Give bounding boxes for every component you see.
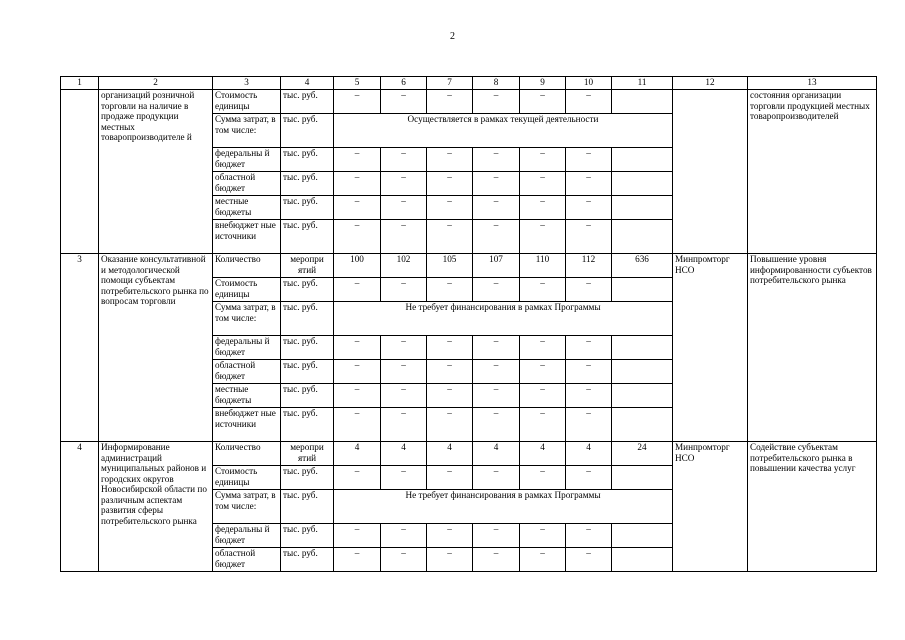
responsible-executor: Минпромторг НСО — [673, 442, 748, 572]
total-value — [612, 408, 673, 442]
year-value: – — [520, 336, 566, 360]
year-value: – — [473, 466, 520, 490]
budget-source-label: областной бюджет — [213, 360, 281, 384]
year-value: – — [473, 336, 520, 360]
column-number-2: 2 — [99, 77, 213, 90]
year-value: – — [427, 384, 473, 408]
activity-number: 3 — [61, 254, 99, 442]
year-value: 4 — [427, 442, 473, 466]
column-number-12: 12 — [673, 77, 748, 90]
year-value: – — [566, 196, 612, 220]
year-value: – — [473, 196, 520, 220]
year-value: – — [381, 196, 427, 220]
year-value: – — [427, 220, 473, 254]
column-number-8: 8 — [473, 77, 520, 90]
year-value: – — [473, 524, 520, 548]
column-number-3: 3 — [213, 77, 281, 90]
total-value — [612, 148, 673, 172]
page-number: 2 — [450, 31, 455, 42]
activity-name: Информирование администраций муниципальных районов и городских округов Новосибирской области по различным аспектам развития сферы потребительского рынка — [99, 442, 213, 572]
year-value: – — [381, 384, 427, 408]
budget-source-label: местные бюджеты — [213, 384, 281, 408]
year-value: – — [520, 360, 566, 384]
indicator-unit: тыс. руб. — [281, 172, 334, 196]
total-value — [612, 278, 673, 302]
budget-source-label: областной бюджет — [213, 548, 281, 572]
indicator-label: Стоимость единицы — [213, 90, 281, 114]
year-value: – — [473, 90, 520, 114]
header-row — [61, 77, 877, 90]
column-number-9: 9 — [520, 77, 566, 90]
total-value — [612, 336, 673, 360]
year-value: – — [473, 408, 520, 442]
program-activities-table — [60, 76, 877, 572]
indicator-unit: тыс. руб. — [281, 148, 334, 172]
year-value: – — [520, 278, 566, 302]
year-value: 4 — [334, 442, 381, 466]
year-value: – — [520, 548, 566, 572]
budget-source-label: федеральны й бюджет — [213, 148, 281, 172]
indicator-unit: тыс. руб. — [281, 548, 334, 572]
year-value: – — [427, 278, 473, 302]
activity-name: организаций розничной торговли на наличие в продаже продукции местных товаропроизводителе й — [99, 90, 213, 254]
year-value: – — [566, 384, 612, 408]
total-value — [612, 172, 673, 196]
expected-result: состояния организации торговли продукцией местных товаропроизводителей — [748, 90, 877, 254]
year-value: – — [427, 172, 473, 196]
indicator-unit: меропри ятий — [281, 254, 334, 278]
indicator-unit: тыс. руб. — [281, 524, 334, 548]
year-value: – — [520, 148, 566, 172]
year-value: – — [473, 278, 520, 302]
year-value: – — [334, 408, 381, 442]
total-value — [612, 466, 673, 490]
table-row — [61, 442, 877, 466]
year-value: – — [334, 384, 381, 408]
year-value: – — [427, 524, 473, 548]
indicator-label: Сумма затрат, в том числе: — [213, 490, 281, 524]
column-number-5: 5 — [334, 77, 381, 90]
year-value: – — [334, 278, 381, 302]
year-value: – — [520, 220, 566, 254]
indicator-label: Количество — [213, 254, 281, 278]
year-value: 112 — [566, 254, 612, 278]
total-value — [612, 196, 673, 220]
year-value: 4 — [381, 442, 427, 466]
year-value: – — [473, 148, 520, 172]
year-value: 4 — [473, 442, 520, 466]
total-value — [612, 384, 673, 408]
year-value: – — [334, 148, 381, 172]
budget-source-label: федеральны й бюджет — [213, 524, 281, 548]
activity-name: Оказание консультативной и методологической помощи субъектам потребительского рынка по вопросам торговли — [99, 254, 213, 442]
total-value — [612, 90, 673, 114]
indicator-unit: тыс. руб. — [281, 384, 334, 408]
year-value: – — [566, 466, 612, 490]
column-number-7: 7 — [427, 77, 473, 90]
indicator-label: Сумма затрат, в том числе: — [213, 302, 281, 336]
column-number-13: 13 — [748, 77, 877, 90]
activity-number: 4 — [61, 442, 99, 572]
year-value: – — [473, 360, 520, 384]
year-value: – — [473, 384, 520, 408]
indicator-label: Стоимость единицы — [213, 466, 281, 490]
table-row — [61, 90, 877, 114]
year-value: – — [473, 172, 520, 196]
year-value: – — [566, 548, 612, 572]
total-value: 24 — [612, 442, 673, 466]
year-value: – — [334, 548, 381, 572]
year-value: – — [381, 220, 427, 254]
year-value: – — [427, 148, 473, 172]
year-value: – — [520, 524, 566, 548]
year-value: 102 — [381, 254, 427, 278]
indicator-label: Количество — [213, 442, 281, 466]
year-value: – — [566, 172, 612, 196]
year-value: – — [520, 196, 566, 220]
expected-result: Содействие субъектам потребительского рынка в повышении качества услуг — [748, 442, 877, 572]
year-value: – — [381, 172, 427, 196]
responsible-executor: Минпромторг НСО — [673, 254, 748, 442]
year-value: – — [381, 408, 427, 442]
year-value: – — [334, 524, 381, 548]
table-row — [61, 254, 877, 278]
year-value: – — [334, 360, 381, 384]
year-value: – — [427, 196, 473, 220]
budget-source-label: внебюджет ные источники — [213, 408, 281, 442]
year-value: – — [473, 220, 520, 254]
column-number-6: 6 — [381, 77, 427, 90]
year-value: – — [566, 90, 612, 114]
year-value: – — [473, 548, 520, 572]
indicator-unit: тыс. руб. — [281, 336, 334, 360]
year-value: 110 — [520, 254, 566, 278]
column-number-11: 11 — [612, 77, 673, 90]
year-value: – — [520, 408, 566, 442]
year-value: – — [427, 408, 473, 442]
indicator-label: Сумма затрат, в том числе: — [213, 114, 281, 148]
year-value: – — [520, 466, 566, 490]
year-value: 100 — [334, 254, 381, 278]
year-value: – — [566, 524, 612, 548]
year-value: – — [566, 148, 612, 172]
year-value: – — [381, 90, 427, 114]
total-value — [612, 360, 673, 384]
total-value — [612, 220, 673, 254]
indicator-unit: тыс. руб. — [281, 90, 334, 114]
year-value: – — [381, 148, 427, 172]
year-value: – — [427, 548, 473, 572]
column-number-4: 4 — [281, 77, 334, 90]
indicator-unit: тыс. руб. — [281, 490, 334, 524]
budget-source-label: местные бюджеты — [213, 196, 281, 220]
year-value: – — [427, 360, 473, 384]
year-value: – — [427, 336, 473, 360]
year-value: – — [520, 90, 566, 114]
total-value — [612, 524, 673, 548]
year-value: – — [334, 90, 381, 114]
year-value: – — [334, 220, 381, 254]
year-value: 4 — [566, 442, 612, 466]
budget-source-label: внебюджет ные источники — [213, 220, 281, 254]
financing-note: Осуществляется в рамках текущей деятельности — [334, 114, 673, 148]
activity-number — [61, 90, 99, 254]
year-value: – — [566, 220, 612, 254]
year-value: – — [566, 408, 612, 442]
total-value — [612, 548, 673, 572]
budget-source-label: федеральны й бюджет — [213, 336, 281, 360]
year-value: 107 — [473, 254, 520, 278]
indicator-unit: тыс. руб. — [281, 302, 334, 336]
year-value: – — [427, 90, 473, 114]
indicator-label: Стоимость единицы — [213, 278, 281, 302]
year-value: – — [334, 336, 381, 360]
indicator-unit: тыс. руб. — [281, 278, 334, 302]
expected-result: Повышение уровня информированности субъектов потребительского рынка — [748, 254, 877, 442]
financing-note: Не требует финансирования в рамках Программы — [334, 302, 673, 336]
indicator-unit: тыс. руб. — [281, 466, 334, 490]
year-value: – — [381, 524, 427, 548]
year-value: – — [566, 336, 612, 360]
year-value: – — [566, 360, 612, 384]
indicator-unit: меропри ятий — [281, 442, 334, 466]
year-value: – — [381, 548, 427, 572]
year-value: – — [381, 278, 427, 302]
year-value: – — [381, 466, 427, 490]
year-value: 4 — [520, 442, 566, 466]
indicator-unit: тыс. руб. — [281, 114, 334, 148]
indicator-unit: тыс. руб. — [281, 220, 334, 254]
responsible-executor — [673, 90, 748, 254]
total-value: 636 — [612, 254, 673, 278]
indicator-unit: тыс. руб. — [281, 360, 334, 384]
year-value: – — [520, 172, 566, 196]
year-value: – — [334, 466, 381, 490]
year-value: – — [381, 360, 427, 384]
year-value: – — [427, 466, 473, 490]
column-number-1: 1 — [61, 77, 99, 90]
year-value: – — [334, 196, 381, 220]
column-number-10: 10 — [566, 77, 612, 90]
year-value: – — [520, 384, 566, 408]
indicator-unit: тыс. руб. — [281, 408, 334, 442]
financing-note: Не требует финансирования в рамках Программы — [334, 490, 673, 524]
year-value: 105 — [427, 254, 473, 278]
year-value: – — [566, 278, 612, 302]
year-value: – — [334, 172, 381, 196]
budget-source-label: областной бюджет — [213, 172, 281, 196]
indicator-unit: тыс. руб. — [281, 196, 334, 220]
year-value: – — [381, 336, 427, 360]
